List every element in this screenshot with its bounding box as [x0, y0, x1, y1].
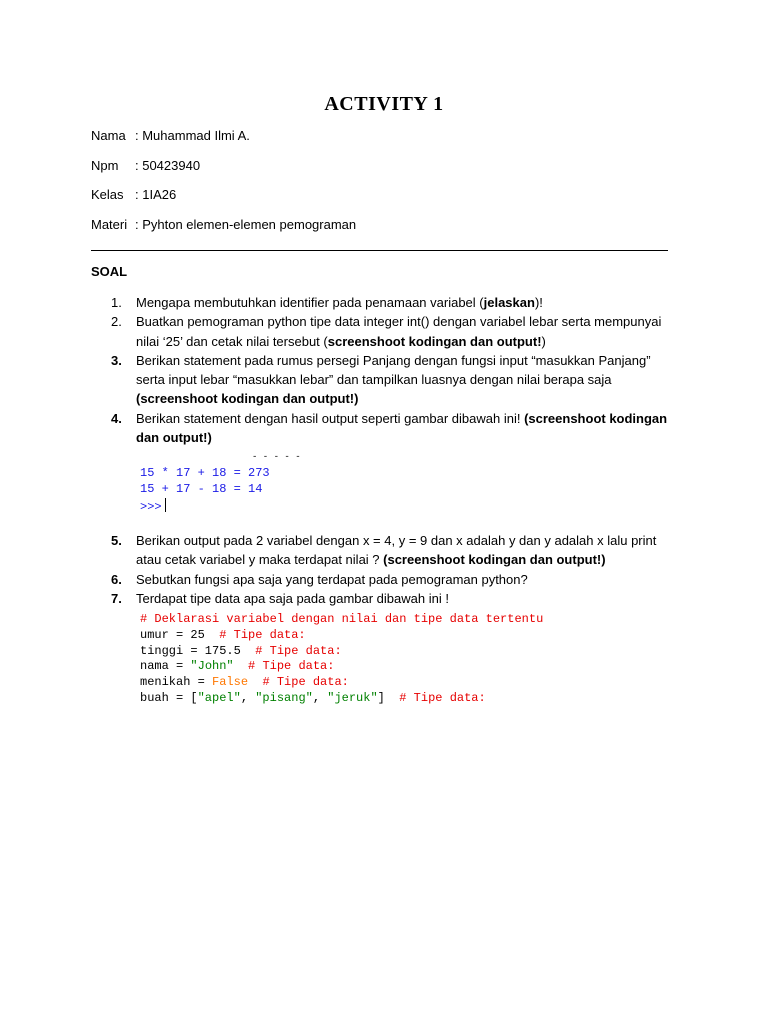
question-2 — [111, 312, 681, 351]
shell-prompt: >>> — [140, 499, 162, 514]
question-number: 7. — [111, 590, 122, 606]
code-string: "pisang" — [255, 690, 313, 705]
question-text-bold: (screenshoot kodingan dan output!) — [136, 391, 359, 407]
question-number: 5. — [111, 533, 122, 548]
question-text — [136, 409, 681, 448]
code-keyword: False — [212, 675, 249, 690]
code-text: ] — [377, 690, 385, 705]
code-text: menikah = — [140, 675, 213, 690]
info-label: Nama — [91, 128, 126, 143]
question-text-after: ) — [541, 333, 546, 349]
question-text — [136, 351, 681, 409]
divider-line — [91, 250, 668, 251]
student-info — [91, 128, 691, 246]
question-text: Sebutkan fungsi apa saja yang terdapat pada pemograman python? — [136, 571, 528, 587]
info-row-materi — [91, 217, 691, 247]
code-string: "jeruk" — [327, 690, 378, 705]
question-text — [136, 293, 681, 312]
question-4 — [111, 409, 681, 448]
question-text-bold: (screenshoot kodingan dan output!) — [383, 552, 606, 568]
question-7 — [111, 589, 681, 608]
question-3 — [111, 351, 681, 409]
question-text-plain: Berikan output pada 2 variabel dengan x = 4, y = 9 dan x adalah y dan y adalah x lalu print atau cetak variabel y maka terdapat nilai ? — [136, 533, 657, 568]
code-text: tinggi = 175.5 — [140, 643, 241, 658]
question-text-bold: (screenshoot kodingan dan output!) — [136, 410, 668, 446]
question-1 — [111, 293, 681, 312]
question-number: 6. — [111, 571, 122, 587]
code-line: 15 * 17 + 18 = 273 — [140, 466, 270, 480]
code-screenshot-output — [140, 466, 270, 515]
question-text — [136, 531, 681, 570]
question-text-bold: jelaskan — [483, 295, 535, 310]
question-5 — [111, 531, 681, 570]
question-number: 1. — [111, 295, 122, 310]
info-label: Npm — [91, 157, 119, 173]
info-label: Kelas — [91, 187, 124, 202]
question-number: 4. — [111, 410, 122, 426]
cropped-output-fragment: - - - - - — [252, 453, 301, 459]
info-row-npm — [91, 158, 691, 188]
code-comment: # Tipe data: — [399, 690, 486, 705]
info-value: : Muhammad Ilmi A. — [135, 128, 250, 143]
code-comment: # Tipe data: — [255, 643, 342, 658]
text-cursor — [165, 498, 166, 512]
page-title: ACTIVITY 1 — [324, 93, 444, 115]
code-line: 15 + 17 - 18 = 14 — [140, 481, 263, 496]
code-text: buah = [ — [140, 690, 198, 705]
question-text-bold: screenshoot kodingan dan output! — [327, 333, 542, 349]
question-text — [136, 312, 681, 351]
question-list-b — [111, 531, 681, 608]
info-row-nama — [91, 128, 691, 158]
soal-heading: SOAL — [91, 264, 128, 279]
code-comment: # Tipe data: — [248, 659, 335, 674]
question-number: 2. — [111, 314, 122, 330]
question-text-plain: Mengapa membutuhkan identifier pada penamaan variabel ( — [136, 295, 484, 310]
question-6 — [111, 570, 681, 589]
info-row-kelas — [91, 187, 691, 217]
question-list-a — [111, 293, 681, 447]
info-value: : 1IA26 — [135, 187, 177, 202]
code-text: , — [312, 690, 328, 705]
code-comment: # Tipe data: — [219, 627, 306, 642]
question-text-after: )! — [534, 295, 543, 310]
code-text: nama = — [140, 659, 191, 674]
code-comment: # Tipe data: — [262, 675, 349, 690]
question-text-plain: Berikan statement dengan hasil output seperti gambar dibawah ini! — [136, 410, 525, 426]
info-value: : Pyhton elemen-elemen pemograman — [135, 216, 357, 232]
code-string: "apel" — [197, 690, 241, 705]
question-text-plain: Berikan statement pada rumus persegi Panjang dengan fungsi input “masukkan Panjang” serta input lebar “masukkan lebar” dan tampilkan luasnya dengan nilai berapa saja — [136, 352, 651, 388]
question-text: Terdapat tipe data apa saja pada gambar dibawah ini ! — [136, 590, 449, 606]
question-number: 3. — [111, 352, 122, 368]
info-value: : 50423940 — [135, 157, 201, 173]
info-label: Materi — [91, 216, 128, 232]
question-text-plain: Buatkan pemograman python tipe data integer int() dengan variabel lebar serta mempunyai nilai ‘25’ dan cetak nilai tersebut ( — [136, 314, 662, 349]
code-comment: # Deklarasi variabel dengan nilai dan tipe data tertentu — [140, 612, 544, 626]
code-string: "John" — [190, 659, 234, 674]
code-screenshot-variables — [140, 612, 543, 707]
code-text: umur = 25 — [140, 627, 205, 642]
code-text: , — [240, 690, 256, 705]
